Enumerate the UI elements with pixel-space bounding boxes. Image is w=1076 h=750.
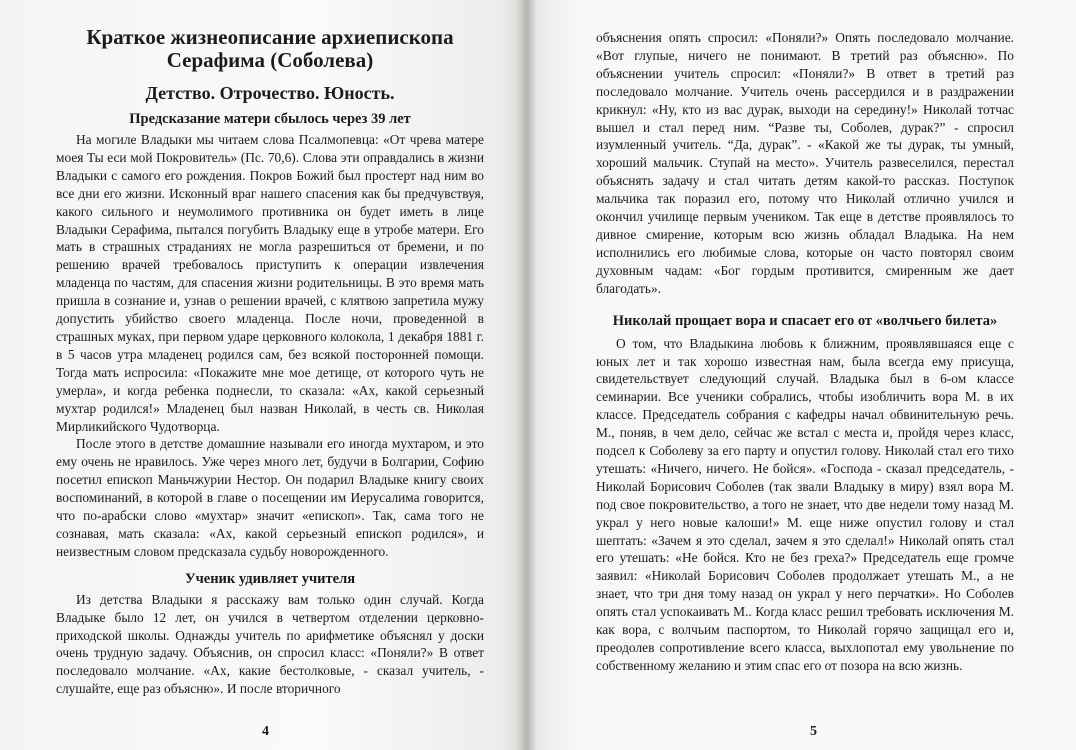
left-page-column [56,0,484,698]
paragraph-birth: На могиле Владыки мы читаем слова Псалмопевца: «От чрева матере моея Ты еси мой Покровитель» (Пс. 70,6). Слова эти оправдались в жизни Владыки с самого его рождения. Покров Божий был простерт над ним во все дни его жизни. Исконный враг нашего спасения как бы предчувствуя, какого сильного и неумолимого противника он будет иметь в лице Владыки Серафима, пытался погубить Владыку еще в утробе матери. Его мать в страшных страданиях не могла разрешиться от бремени, и по решению врачей требовалось приступить к операции извлечения младенца по частям, для спасения жизни родительницы. В это время мать пришла в сознание и, узнав о решении врачей, с клятвою запретила мужу допустить убийство своего младенца. После ночи, проведенной в страшных муках, при первом ударе церковного колокола, 1 декабря 1881 г. в 5 часов утра младенец родился сам, без всякой посторонней помощи. Тогда мать испросила: «Покажите мне мое детище, от которого чуть не умерла», и когда ребенка поднесли, то сказала: «Ах, какой серьезный мухтар родился!» Младенец был назван Николай, в честь св. Николая Мирликийского Чудотворца. [56,132,484,434]
book-gutter [516,0,536,750]
page-number-right: 5 [810,724,817,739]
section-title-thief: Николай прощает вора и спасает его от «волчьего билета» [612,312,998,329]
paragraph-thief: О том, что Владыкина любовь к ближним, проявлявшаяся еще с юных лет и так хорошо известная нам, была всегда ему присуща, свидетельствует следующий случай. Владыка был в 6-ом классе семинарии. Все ученики собрались, чтобы изобличить вора М. в их классе. Председатель собрания с кафедры начал обвинительную речь. М., поняв, в чем дело, сейчас же встал с места и, пройдя через класс, подсел к Соболеву за его парту и опустил голову. Николай стал его тихо утешать: «Ничего, ничего. Не бойся». «Господа - сказал председатель, - Николай Борисович Соболев (так звали Владыку в миру) взял вора М. под свое покровительство, а того не знает, что две недели тому назад М. украл у него новые калоши!» М. еще ниже опустил голову и стал шептать: «Зачем я это сделал, зачем я это сделал!» Николай опять стал его утешать: «Не бойся. Кто не без греха?» Председатель еще громче заявил: «Николай Борисович Соболев продолжает утешать М., а не знает, что три дня тому назад он украл у него перчатки». Но Соболев опять стал успокаивать М.. Когда класс решил требовать исключения М. как вора, с волчьим паспортом, то Николай горячо защищал его и, преодолев сопротивление всего класса, выхлопотал ему увольнение по собственному желанию и этим спас его от позора на всю жизнь. [596,335,1014,673]
section-title-student: Ученик удивляет учителя [184,570,356,587]
paragraph-mukhtar: После этого в детстве домашние называли его иногда мухтаром, и это ему очень не нравилось. Уже через много лет, будучи в Болгарии, Софию посетил епископ Маньчжурии Нестор. Он подарил Владыке книгу своих воспоминаний, в которой в главе о посещении им Иерусалима говорится, что по-арабски слово «мухтар» значит «епископ». Так, сама того не сознавая, мать сказала: «Ах, какой серьезный епископ родился», и неизвестным словом предсказала судьбу новорожденного. [56,436,484,559]
left-page [0,0,524,750]
right-page [524,0,1076,750]
paragraph-school-continued: объяснения опять спросил: «Поняли?» Опять последовало молчание. «Вот глупые, ничего не понимают. В третий раз объясню». По объяснении учитель спросил: «Поняли?» В ответ в третий раз последовало молчание. Учитель очень рассердился и в раздражении крикнул: «Ну, кто из вас дурак, выходи на середину!» Николай тотчас вышел и стал перед ним. “Разве ты, Соболев, дурак?” - спросил изумленный учитель. “Да, дурак”. - «Какой же ты дурак, ты умный, хороший мальчик. Ступай на место». Учитель развеселился, перестал объяснять задачу и стал читать детям какой-то рассказ. Поступок мальчика так поразил его, потому что Николай отлично учился и окончил училище первым учеником. Так еще в детстве проявлялось то дивное смирение, которым всю жизнь обладал Владыка. На нем исполнились его любимые слова, которые он часто повторял своим духовным чадам: «Бог гордым противится, смиренным же дает благодать». [596,30,1014,296]
page-number-left: 4 [262,724,269,739]
book-title: Краткое жизнеописание архиепископа Серафима (Соболева) [86,25,454,72]
chapter-subtitle: Детство. Отрочество. Юность. [145,83,395,103]
section-title-prophecy: Предсказание матери сбылось через 39 лет [129,111,411,127]
paragraph-school: Из детства Владыки я расскажу вам только один случай. Когда Владыке было 12 лет, он учился в четвертом отделении церковно-приходской школы. Однажды учитель по арифметике объяснял у доски очень трудную задачу. Объяснив, он спросил класс: «Поняли?» В ответ последовало молчание. «Ах, какие бестолковые, - сказал учитель, - слушайте, еще раз объясню». И после вторичного [56,591,484,697]
right-page-column [596,0,1014,675]
